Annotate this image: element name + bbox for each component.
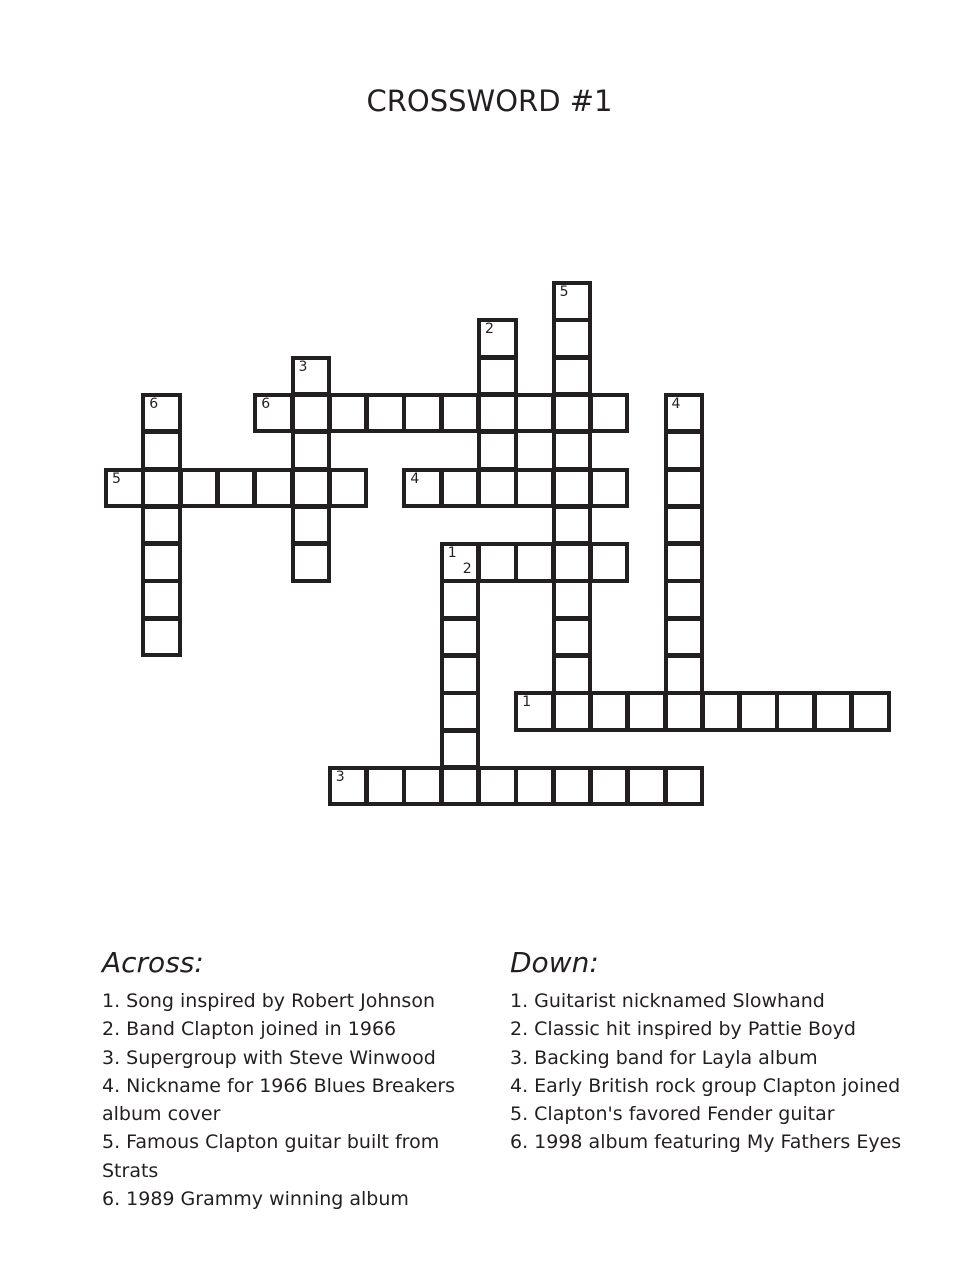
- clue-number: 3: [335, 768, 345, 785]
- grid-cell[interactable]: [589, 393, 630, 434]
- across-clue-3: 3. Supergroup with Steve Winwood: [102, 1046, 436, 1069]
- grid-cell[interactable]: [664, 393, 705, 434]
- clue-number: 5: [559, 284, 569, 300]
- across-clue-5: 5. Famous Clapton guitar built from Strats: [102, 1131, 440, 1182]
- grid-cell[interactable]: [514, 691, 555, 732]
- grid-cell[interactable]: [440, 542, 481, 583]
- grid-cell[interactable]: [664, 691, 705, 732]
- down-clue-6: 6. 1998 album featuring My Fathers Eyes: [510, 1131, 902, 1154]
- grid-cell[interactable]: [664, 468, 705, 509]
- grid-cell[interactable]: [589, 542, 630, 583]
- grid-cell[interactable]: [552, 654, 593, 695]
- page-title: CROSSWORD #1: [366, 84, 613, 118]
- grid-cell[interactable]: [664, 505, 705, 546]
- grid-cell[interactable]: [552, 430, 593, 471]
- grid-cell[interactable]: [552, 393, 593, 434]
- grid-cell[interactable]: [141, 542, 182, 583]
- grid-cell[interactable]: [291, 542, 332, 583]
- grid-cell[interactable]: [514, 393, 555, 434]
- grid-cell[interactable]: [253, 393, 294, 434]
- grid-cell[interactable]: [291, 356, 332, 397]
- down-clue-5: 5. Clapton's favored Fender guitar: [510, 1103, 835, 1126]
- grid-cell[interactable]: [477, 542, 518, 583]
- clue-number: 6: [261, 395, 271, 412]
- grid-cell[interactable]: [291, 393, 332, 434]
- grid-cell[interactable]: [291, 430, 332, 471]
- grid-cell[interactable]: [440, 766, 481, 807]
- grid-cell[interactable]: [552, 766, 593, 807]
- grid-cell[interactable]: [552, 356, 593, 397]
- grid-cell[interactable]: [440, 579, 481, 620]
- grid-cell[interactable]: [738, 691, 779, 732]
- grid-cell[interactable]: [552, 542, 593, 583]
- grid-cell[interactable]: [552, 468, 593, 509]
- grid-cell[interactable]: [402, 468, 443, 509]
- clue-number: 4: [410, 470, 420, 487]
- grid-cell[interactable]: [664, 542, 705, 583]
- clue-number: 2: [462, 561, 472, 578]
- across-clue-6: 6. 1989 Grammy winning album: [102, 1188, 409, 1211]
- grid-cell[interactable]: [328, 393, 369, 434]
- down-clue-3: 3. Backing band for Layla album: [510, 1046, 818, 1069]
- grid-cell[interactable]: [589, 691, 630, 732]
- grid-cell[interactable]: [402, 393, 443, 434]
- clue-number: 1: [522, 694, 532, 711]
- grid-cell[interactable]: [664, 430, 705, 471]
- grid-cell[interactable]: [626, 691, 667, 732]
- grid-cell[interactable]: [104, 468, 145, 509]
- grid-cell[interactable]: [664, 617, 705, 658]
- clue-number: 1: [447, 545, 457, 562]
- across-clues: [102, 987, 497, 1213]
- grid-cell[interactable]: [552, 617, 593, 658]
- grid-cell[interactable]: [514, 766, 555, 807]
- grid-cell[interactable]: [328, 766, 369, 807]
- down-clues: [510, 987, 950, 1157]
- grid-cell[interactable]: [477, 356, 518, 397]
- grid-cell[interactable]: [291, 505, 332, 546]
- grid-cell[interactable]: [589, 468, 630, 509]
- grid-cell[interactable]: [775, 691, 816, 732]
- grid-cell[interactable]: [253, 468, 294, 509]
- grid-cell[interactable]: [664, 654, 705, 695]
- grid-cell[interactable]: [141, 468, 182, 509]
- grid-cell[interactable]: [850, 691, 891, 732]
- grid-cell[interactable]: [477, 766, 518, 807]
- grid-cell[interactable]: [141, 505, 182, 546]
- grid-cell[interactable]: [141, 430, 182, 471]
- clue-number: 6: [149, 395, 159, 412]
- grid-cell[interactable]: [141, 579, 182, 620]
- grid-cell[interactable]: [514, 542, 555, 583]
- grid-cell[interactable]: [626, 766, 667, 807]
- across-heading: Across:: [102, 946, 204, 979]
- down-clue-4: 4. Early British rock group Clapton joined: [510, 1074, 901, 1097]
- grid-cell[interactable]: [440, 691, 481, 732]
- grid-cell[interactable]: [552, 281, 593, 322]
- grid-cell[interactable]: [477, 430, 518, 471]
- grid-cell[interactable]: [813, 691, 854, 732]
- grid-cell[interactable]: [440, 468, 481, 509]
- grid-cell[interactable]: [402, 766, 443, 807]
- grid-cell[interactable]: [141, 393, 182, 434]
- clue-number: 3: [298, 358, 308, 375]
- grid-cell[interactable]: [701, 691, 742, 732]
- clue-number: 5: [112, 470, 121, 487]
- grid-cell[interactable]: [477, 318, 518, 359]
- clue-number: 2: [485, 321, 494, 338]
- grid-cell[interactable]: [477, 393, 518, 434]
- across-clue-2: 2. Band Clapton joined in 1966: [102, 1018, 397, 1041]
- grid-cell[interactable]: [141, 617, 182, 658]
- grid-cell[interactable]: [440, 617, 481, 658]
- grid-cell[interactable]: [514, 468, 555, 509]
- grid-cell[interactable]: [291, 468, 332, 509]
- grid-cell[interactable]: [552, 318, 593, 359]
- down-heading: Down:: [510, 946, 599, 979]
- grid-cell[interactable]: [589, 766, 630, 807]
- grid-cell[interactable]: [179, 468, 220, 509]
- clue-number: 4: [671, 395, 681, 412]
- grid-cell[interactable]: [365, 766, 406, 807]
- grid-cell[interactable]: [664, 766, 705, 807]
- grid-cell[interactable]: [477, 468, 518, 509]
- across-clue-1: 1. Song inspired by Robert Johnson: [102, 990, 435, 1012]
- grid-cell[interactable]: [440, 654, 481, 695]
- grid-cell[interactable]: [552, 579, 593, 620]
- grid-cell[interactable]: [552, 505, 593, 546]
- down-clue-1: 1. Guitarist nicknamed Slowhand: [510, 990, 825, 1012]
- grid-cell[interactable]: [552, 691, 593, 732]
- grid-cell[interactable]: [216, 468, 257, 509]
- grid-cell[interactable]: [440, 729, 481, 770]
- grid-cell[interactable]: [440, 393, 481, 434]
- grid-cell[interactable]: [664, 579, 705, 620]
- down-clue-2: 2. Classic hit inspired by Pattie Boyd: [510, 1018, 856, 1041]
- across-clue-4: 4. Nickname for 1966 Blues Breakers album cover: [102, 1074, 456, 1126]
- grid-cell[interactable]: [365, 393, 406, 434]
- grid-cell[interactable]: [328, 468, 369, 509]
